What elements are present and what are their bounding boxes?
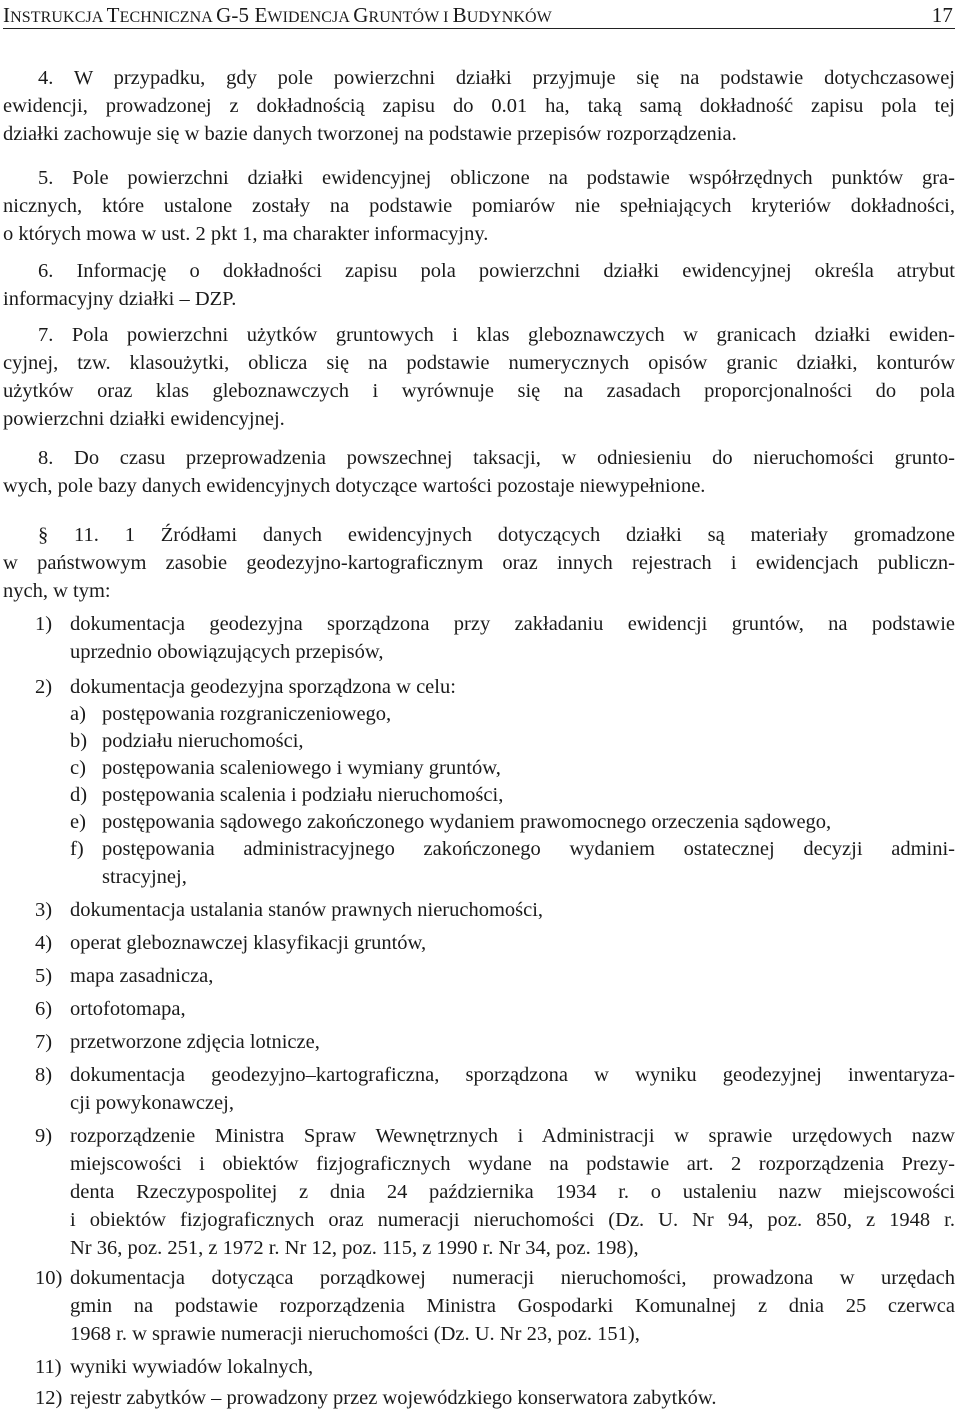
paragraph-line: informacyjny działki – DZP. — [3, 288, 237, 310]
list-line: postępowania sądowego zakończonego wydaniem prawomocnego orzeczenia sądowego, — [102, 811, 832, 833]
paragraph-line: § 11. 1 Źródłami danych ewidencyjnych dotyczących działki są materiały gromadzone — [38, 524, 955, 546]
list-number: 7) — [35, 1031, 53, 1053]
list-line: 1968 r. w sprawie numeracji nieruchomości (Dz. U. Nr 23, poz. 151), — [70, 1323, 640, 1345]
list-line: dokumentacja geodezyjna sporządzona w celu: — [70, 676, 456, 698]
page-number: 17 — [931, 3, 953, 27]
list-number: 9) — [35, 1125, 53, 1147]
list-line: rejestr zabytków – prowadzony przez wojewódzkiego konserwatora zabytków. — [70, 1387, 717, 1409]
list-line: rozporządzenie Ministra Spraw Wewnętrznych i Administracji w sprawie urzędowych nazw — [70, 1125, 955, 1147]
paragraph-line: o których mowa w ust. 2 pkt 1, ma charakter informacyjny. — [3, 223, 489, 245]
paragraph-line: powierzchni działki ewidencyjnej. — [3, 408, 285, 430]
list-line: postępowania scaleniowego i wymiany gruntów, — [102, 757, 501, 779]
paragraph-line: nych, w tym: — [3, 580, 111, 602]
list-line: postępowania scalenia i podziału nieruchomości, — [102, 784, 504, 806]
list-line: dokumentacja ustalania stanów prawnych nieruchomości, — [70, 899, 544, 921]
paragraph-line: 4. W przypadku, gdy pole powierzchni działki przyjmuje się na podstawie dotychczasowej — [38, 67, 955, 89]
list-line: mapa zasadnicza, — [70, 965, 214, 987]
list-line: i obiektów fizjograficznych oraz numeracji nieruchomości (Dz. U. Nr 94, poz. 850, z 1948 r. — [70, 1209, 955, 1231]
paragraph-6 — [3, 257, 955, 313]
paragraph-5 — [3, 164, 955, 248]
sublist-letter: c) — [70, 757, 86, 779]
title-part: B — [452, 3, 467, 27]
list-line: ortofotomapa, — [70, 998, 186, 1020]
document-title — [3, 3, 552, 28]
list-line: postępowania administracyjnego zakończonego wydaniem ostatecznej decyzji admini- — [102, 838, 955, 860]
list-line: gmin na podstawie rozporządzenia Ministra Gospodarki Komunalnej z dnia 25 czerwca — [70, 1295, 955, 1317]
list-number: 10) — [35, 1267, 63, 1289]
list-number: 2) — [35, 676, 53, 698]
list-line: dokumentacja geodezyjno–kartograficzna, sporządzona w wyniku geodezyjnej inwentaryza- — [70, 1064, 955, 1086]
paragraph-8 — [3, 444, 955, 500]
list-line: stracyjnej, — [102, 866, 187, 888]
list-line: podziału nieruchomości, — [102, 730, 304, 752]
list-number: 11) — [35, 1356, 62, 1378]
list-line: postępowania rozgraniczeniowego, — [102, 703, 392, 725]
paragraph-line: ewidencji, prowadzonej z dokładnością zapisu do 0.01 ha, taką samą dokładność zapisu pola tej — [3, 95, 955, 117]
list-line: dokumentacja dotycząca porządkowej numeracji nieruchomości, prowadzona w urzędach — [70, 1267, 955, 1289]
title-part: ECHNICZNA — [119, 9, 217, 26]
title-part: E — [254, 3, 268, 27]
sublist-letter: f) — [70, 838, 84, 860]
list-line: cji powykonawczej, — [70, 1092, 234, 1114]
list-number: 3) — [35, 899, 53, 921]
list-line: przetworzone zdjęcia lotnicze, — [70, 1031, 320, 1053]
list-number: 4) — [35, 932, 53, 954]
sublist-letter: a) — [70, 703, 86, 725]
sublist-letter: b) — [70, 730, 88, 752]
title-part: UDYNKÓW — [466, 9, 552, 26]
title-part: G — [353, 3, 369, 27]
title-part: WIDENCJA — [267, 9, 354, 26]
list-number: 12) — [35, 1387, 63, 1409]
paragraph-line: wych, pole bazy danych ewidencyjnych dotyczące wartości pozostaje niewypełnione. — [3, 475, 706, 497]
title-part: T — [106, 3, 120, 27]
list-number: 6) — [35, 998, 53, 1020]
title-part: RUNTÓW I — [368, 9, 453, 26]
paragraph-line: cyjnej, tzw. klasoużytki, oblicza się na podstawie numerycznych opisów granic działki, konturów — [3, 352, 955, 374]
paragraph-line: użytków oraz klas gleboznawczych i wyrównuje się na zasadach proporcjonalności do pola — [3, 380, 955, 402]
list-number: 8) — [35, 1064, 53, 1086]
list-number: 5) — [35, 965, 53, 987]
list-line: Nr 36, poz. 251, z 1972 r. Nr 12, poz. 115, z 1990 r. Nr 34, poz. 198), — [70, 1237, 639, 1259]
list-line: operat gleboznawczej klasyfikacji gruntów, — [70, 932, 427, 954]
paragraph-line: nicznych, które ustalone zostały na podstawie pomiarów nie spełniających kryteriów dokładności, — [3, 195, 955, 217]
sublist-letter: e) — [70, 811, 86, 833]
sublist-letter: d) — [70, 784, 88, 806]
paragraph-7 — [3, 321, 955, 433]
list-line: miejscowości i obiektów fizjograficznych wydane na podstawie art. 2 rozporządzenia Prezy- — [70, 1153, 955, 1175]
list-line: uprzednio obowiązujących przepisów, — [70, 641, 384, 663]
list-line: denta Rzeczypospolitej z dnia 24 października 1934 r. o ustaleniu nazw miejscowości — [70, 1181, 955, 1203]
list-line: wyniki wywiadów lokalnych, — [70, 1356, 314, 1378]
list-line: dokumentacja geodezyjna sporządzona przy zakładaniu ewidencji gruntów, na podstawie — [70, 613, 955, 635]
page-header — [3, 2, 955, 29]
title-part: G-5 — [216, 3, 255, 27]
paragraph-line: 8. Do czasu przeprowadzenia powszechnej taksacji, w odniesieniu do nieruchomości grunto- — [38, 447, 955, 469]
paragraph-line: w państwowym zasobie geodezyjno-kartograficznym oraz innych rejestrach i ewidencjach publiczn- — [3, 552, 955, 574]
paragraph-line: 7. Pola powierzchni użytków gruntowych i klas gleboznawczych w granicach działki ewiden- — [38, 324, 955, 346]
title-part: I — [3, 3, 11, 27]
section-11 — [3, 521, 955, 605]
paragraph-line: działki zachowuje się w bazie danych tworzonej na podstawie przepisów rozporządzenia. — [3, 123, 737, 145]
title-part: NSTRUKCJA — [10, 9, 107, 26]
paragraph-4 — [3, 64, 955, 148]
paragraph-line: 6. Informację o dokładności zapisu pola powierzchni działki ewidencyjnej określa atrybut — [38, 260, 955, 282]
paragraph-line: 5. Pole powierzchni działki ewidencyjnej obliczone na podstawie współrzędnych punktów gra- — [38, 167, 955, 189]
list-number: 1) — [35, 613, 53, 635]
